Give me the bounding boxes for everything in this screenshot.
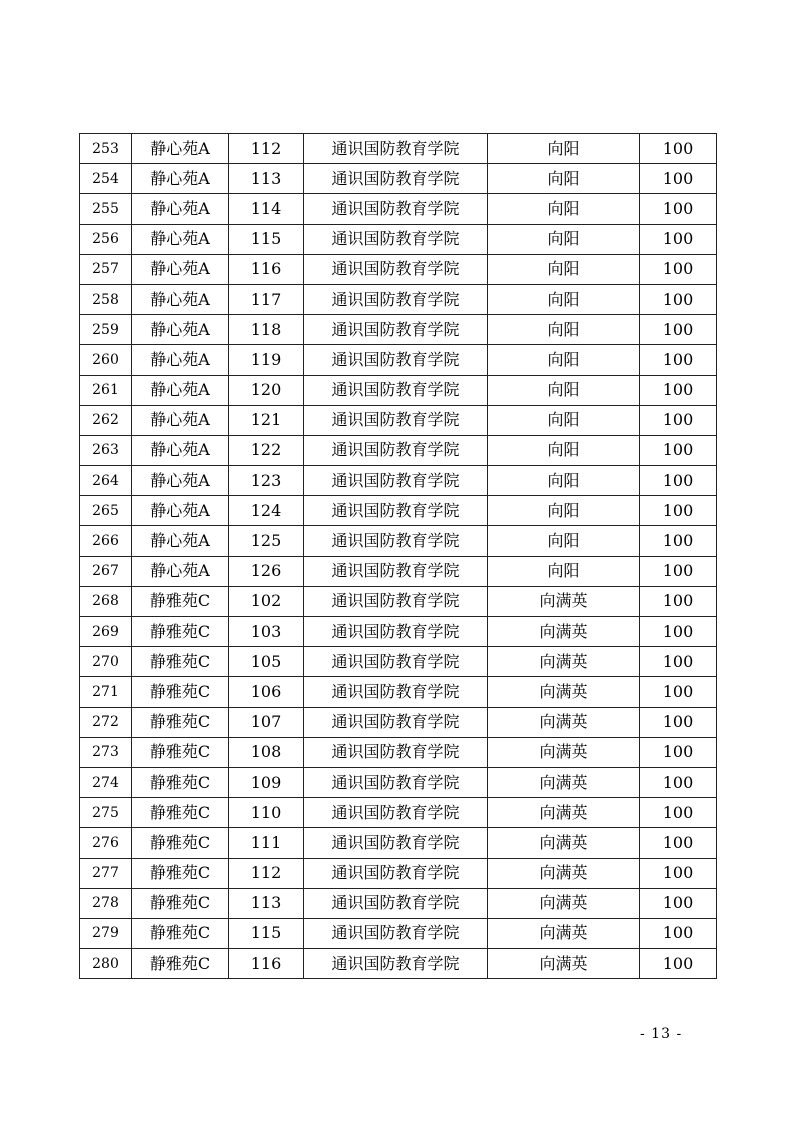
row-number-cell: 256	[80, 224, 132, 254]
score-cell: 100	[640, 858, 717, 888]
row-number-cell: 261	[80, 375, 132, 405]
row-number-cell: 267	[80, 556, 132, 586]
building-cell: 静心苑A	[132, 405, 229, 435]
row-number-cell: 280	[80, 949, 132, 979]
row-number-cell: 272	[80, 707, 132, 737]
row-number-cell: 255	[80, 194, 132, 224]
college-cell: 通识国防教育学院	[304, 918, 488, 948]
person-cell: 向满英	[488, 888, 640, 918]
college-cell: 通识国防教育学院	[304, 586, 488, 616]
person-cell: 向阳	[488, 254, 640, 284]
table-row	[80, 617, 717, 647]
person-cell: 向阳	[488, 466, 640, 496]
table-row	[80, 405, 717, 435]
room-number-cell: 117	[229, 284, 304, 314]
table-row	[80, 798, 717, 828]
room-number-cell: 103	[229, 617, 304, 647]
college-cell: 通识国防教育学院	[304, 556, 488, 586]
building-cell: 静雅苑C	[132, 707, 229, 737]
person-cell: 向满英	[488, 647, 640, 677]
row-number-cell: 263	[80, 435, 132, 465]
score-cell: 100	[640, 586, 717, 616]
person-cell: 向阳	[488, 315, 640, 345]
building-cell: 静心苑A	[132, 496, 229, 526]
row-number-cell: 276	[80, 828, 132, 858]
college-cell: 通识国防教育学院	[304, 828, 488, 858]
college-cell: 通识国防教育学院	[304, 798, 488, 828]
score-cell: 100	[640, 254, 717, 284]
building-cell: 静心苑A	[132, 164, 229, 194]
person-cell: 向满英	[488, 617, 640, 647]
score-cell: 100	[640, 405, 717, 435]
room-number-cell: 116	[229, 949, 304, 979]
building-cell: 静心苑A	[132, 194, 229, 224]
building-cell: 静心苑A	[132, 284, 229, 314]
row-number-cell: 266	[80, 526, 132, 556]
person-cell: 向阳	[488, 284, 640, 314]
row-number-cell: 278	[80, 888, 132, 918]
table-row	[80, 496, 717, 526]
room-number-cell: 113	[229, 164, 304, 194]
table-row	[80, 918, 717, 948]
building-cell: 静雅苑C	[132, 617, 229, 647]
table-row	[80, 707, 717, 737]
score-cell: 100	[640, 164, 717, 194]
person-cell: 向阳	[488, 375, 640, 405]
table-body	[80, 134, 717, 979]
row-number-cell: 262	[80, 405, 132, 435]
room-number-cell: 120	[229, 375, 304, 405]
building-cell: 静心苑A	[132, 556, 229, 586]
person-cell: 向满英	[488, 677, 640, 707]
building-cell: 静心苑A	[132, 375, 229, 405]
college-cell: 通识国防教育学院	[304, 194, 488, 224]
person-cell: 向阳	[488, 134, 640, 164]
person-cell: 向阳	[488, 405, 640, 435]
building-cell: 静雅苑C	[132, 918, 229, 948]
room-number-cell: 123	[229, 466, 304, 496]
college-cell: 通识国防教育学院	[304, 707, 488, 737]
score-cell: 100	[640, 918, 717, 948]
building-cell: 静雅苑C	[132, 828, 229, 858]
person-cell: 向阳	[488, 345, 640, 375]
score-cell: 100	[640, 224, 717, 254]
room-number-cell: 107	[229, 707, 304, 737]
table-row	[80, 556, 717, 586]
person-cell: 向阳	[488, 496, 640, 526]
building-cell: 静雅苑C	[132, 677, 229, 707]
building-cell: 静心苑A	[132, 315, 229, 345]
row-number-cell: 259	[80, 315, 132, 345]
college-cell: 通识国防教育学院	[304, 164, 488, 194]
building-cell: 静心苑A	[132, 526, 229, 556]
row-number-cell: 265	[80, 496, 132, 526]
room-number-cell: 113	[229, 888, 304, 918]
row-number-cell: 254	[80, 164, 132, 194]
building-cell: 静心苑A	[132, 345, 229, 375]
table-row	[80, 254, 717, 284]
score-cell: 100	[640, 767, 717, 797]
person-cell: 向满英	[488, 767, 640, 797]
college-cell: 通识国防教育学院	[304, 466, 488, 496]
college-cell: 通识国防教育学院	[304, 134, 488, 164]
building-cell: 静心苑A	[132, 134, 229, 164]
building-cell: 静心苑A	[132, 466, 229, 496]
table-row	[80, 828, 717, 858]
score-cell: 100	[640, 375, 717, 405]
table-row	[80, 737, 717, 767]
college-cell: 通识国防教育学院	[304, 315, 488, 345]
room-number-cell: 115	[229, 224, 304, 254]
table-row	[80, 435, 717, 465]
row-number-cell: 275	[80, 798, 132, 828]
room-number-cell: 116	[229, 254, 304, 284]
room-number-cell: 112	[229, 858, 304, 888]
score-cell: 100	[640, 798, 717, 828]
room-number-cell: 119	[229, 345, 304, 375]
table-row	[80, 134, 717, 164]
score-cell: 100	[640, 949, 717, 979]
room-number-cell: 124	[229, 496, 304, 526]
row-number-cell: 257	[80, 254, 132, 284]
table-row	[80, 677, 717, 707]
room-number-cell: 126	[229, 556, 304, 586]
score-cell: 100	[640, 194, 717, 224]
person-cell: 向阳	[488, 556, 640, 586]
college-cell: 通识国防教育学院	[304, 345, 488, 375]
score-cell: 100	[640, 315, 717, 345]
score-cell: 100	[640, 284, 717, 314]
table-row	[80, 284, 717, 314]
person-cell: 向阳	[488, 164, 640, 194]
score-cell: 100	[640, 496, 717, 526]
building-cell: 静雅苑C	[132, 949, 229, 979]
table-row	[80, 466, 717, 496]
room-number-cell: 114	[229, 194, 304, 224]
person-cell: 向满英	[488, 586, 640, 616]
score-cell: 100	[640, 707, 717, 737]
college-cell: 通识国防教育学院	[304, 888, 488, 918]
college-cell: 通识国防教育学院	[304, 858, 488, 888]
row-number-cell: 274	[80, 767, 132, 797]
score-cell: 100	[640, 134, 717, 164]
room-number-cell: 110	[229, 798, 304, 828]
person-cell: 向阳	[488, 435, 640, 465]
person-cell: 向满英	[488, 737, 640, 767]
room-number-cell: 109	[229, 767, 304, 797]
college-cell: 通识国防教育学院	[304, 737, 488, 767]
building-cell: 静雅苑C	[132, 888, 229, 918]
college-cell: 通识国防教育学院	[304, 767, 488, 797]
score-cell: 100	[640, 647, 717, 677]
room-number-cell: 115	[229, 918, 304, 948]
table-row	[80, 767, 717, 797]
building-cell: 静心苑A	[132, 254, 229, 284]
room-number-cell: 105	[229, 647, 304, 677]
row-number-cell: 268	[80, 586, 132, 616]
building-cell: 静心苑A	[132, 224, 229, 254]
row-number-cell: 269	[80, 617, 132, 647]
row-number-cell: 253	[80, 134, 132, 164]
college-cell: 通识国防教育学院	[304, 677, 488, 707]
score-cell: 100	[640, 677, 717, 707]
college-cell: 通识国防教育学院	[304, 224, 488, 254]
row-number-cell: 277	[80, 858, 132, 888]
college-cell: 通识国防教育学院	[304, 405, 488, 435]
row-number-cell: 271	[80, 677, 132, 707]
building-cell: 静雅苑C	[132, 737, 229, 767]
table-row	[80, 375, 717, 405]
person-cell: 向满英	[488, 858, 640, 888]
score-cell: 100	[640, 466, 717, 496]
row-number-cell: 260	[80, 345, 132, 375]
table-row	[80, 858, 717, 888]
room-number-cell: 106	[229, 677, 304, 707]
room-number-cell: 121	[229, 405, 304, 435]
table-row	[80, 888, 717, 918]
room-number-cell: 111	[229, 828, 304, 858]
table-row	[80, 586, 717, 616]
room-number-cell: 112	[229, 134, 304, 164]
table-row	[80, 164, 717, 194]
person-cell: 向满英	[488, 798, 640, 828]
building-cell: 静雅苑C	[132, 767, 229, 797]
score-cell: 100	[640, 435, 717, 465]
score-cell: 100	[640, 737, 717, 767]
room-number-cell: 122	[229, 435, 304, 465]
person-cell: 向满英	[488, 707, 640, 737]
college-cell: 通识国防教育学院	[304, 526, 488, 556]
row-number-cell: 273	[80, 737, 132, 767]
room-number-cell: 108	[229, 737, 304, 767]
score-cell: 100	[640, 828, 717, 858]
table-row	[80, 194, 717, 224]
table-row	[80, 345, 717, 375]
score-cell: 100	[640, 617, 717, 647]
row-number-cell: 264	[80, 466, 132, 496]
score-cell: 100	[640, 345, 717, 375]
building-cell: 静雅苑C	[132, 858, 229, 888]
dormitory-score-table	[79, 133, 717, 979]
college-cell: 通识国防教育学院	[304, 435, 488, 465]
college-cell: 通识国防教育学院	[304, 375, 488, 405]
row-number-cell: 270	[80, 647, 132, 677]
college-cell: 通识国防教育学院	[304, 284, 488, 314]
person-cell: 向阳	[488, 526, 640, 556]
score-cell: 100	[640, 888, 717, 918]
person-cell: 向阳	[488, 194, 640, 224]
score-cell: 100	[640, 526, 717, 556]
college-cell: 通识国防教育学院	[304, 617, 488, 647]
page-number: - 13 -	[640, 1026, 683, 1042]
row-number-cell: 258	[80, 284, 132, 314]
row-number-cell: 279	[80, 918, 132, 948]
person-cell: 向满英	[488, 949, 640, 979]
room-number-cell: 102	[229, 586, 304, 616]
table-row	[80, 949, 717, 979]
college-cell: 通识国防教育学院	[304, 254, 488, 284]
score-cell: 100	[640, 556, 717, 586]
table-row	[80, 526, 717, 556]
table-row	[80, 224, 717, 254]
person-cell: 向满英	[488, 918, 640, 948]
room-number-cell: 118	[229, 315, 304, 345]
building-cell: 静心苑A	[132, 435, 229, 465]
college-cell: 通识国防教育学院	[304, 949, 488, 979]
table-row	[80, 315, 717, 345]
building-cell: 静雅苑C	[132, 798, 229, 828]
room-number-cell: 125	[229, 526, 304, 556]
college-cell: 通识国防教育学院	[304, 496, 488, 526]
person-cell: 向满英	[488, 828, 640, 858]
building-cell: 静雅苑C	[132, 647, 229, 677]
college-cell: 通识国防教育学院	[304, 647, 488, 677]
person-cell: 向阳	[488, 224, 640, 254]
table-row	[80, 647, 717, 677]
building-cell: 静雅苑C	[132, 586, 229, 616]
